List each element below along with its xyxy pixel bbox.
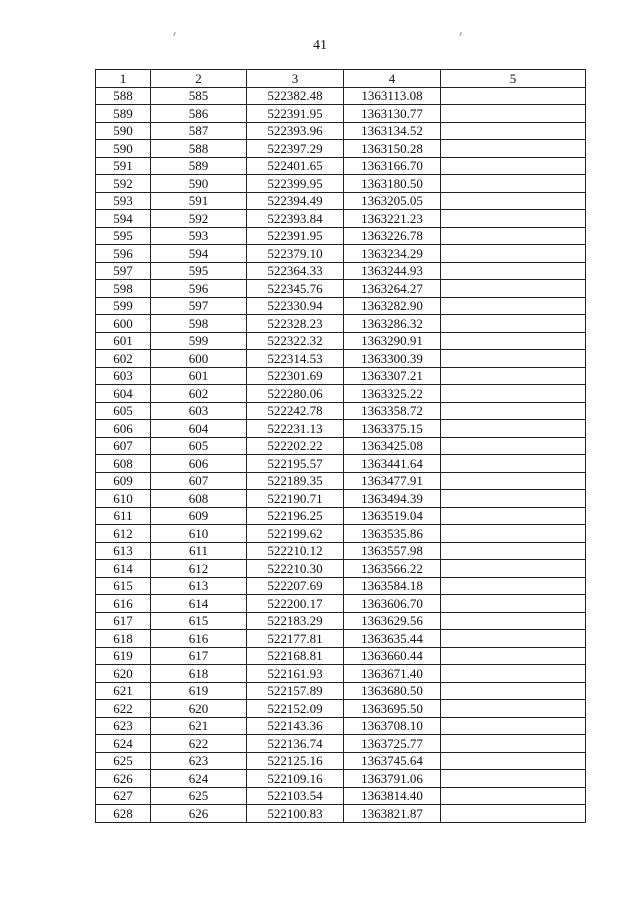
table-cell: [441, 420, 586, 438]
table-cell: [441, 577, 586, 595]
table-cell: 1363566.22: [344, 560, 441, 578]
table-cell: 628: [96, 805, 151, 823]
table-cell: [441, 140, 586, 158]
table-cell: 602: [96, 350, 151, 368]
table-cell: 626: [151, 805, 247, 823]
table-cell: 1363300.39: [344, 350, 441, 368]
table-row: [96, 577, 586, 595]
table-cell: 605: [96, 402, 151, 420]
table-cell: 600: [96, 315, 151, 333]
table-cell: 590: [96, 140, 151, 158]
table-row: [96, 542, 586, 560]
table-cell: 1363671.40: [344, 665, 441, 683]
table-cell: 596: [151, 280, 247, 298]
table-cell: 1363130.77: [344, 105, 441, 123]
table-cell: 587: [151, 122, 247, 140]
table-cell: 1363519.04: [344, 507, 441, 525]
table-cell: 620: [96, 665, 151, 683]
table-cell: 621: [151, 717, 247, 735]
table-cell: [441, 297, 586, 315]
table-cell: [441, 210, 586, 228]
table-cell: 606: [151, 455, 247, 473]
table-cell: 522100.83: [247, 805, 344, 823]
table-cell: 1363725.77: [344, 735, 441, 753]
table-cell: 613: [151, 577, 247, 595]
table-cell: 1363477.91: [344, 472, 441, 490]
table-cell: 522152.09: [247, 700, 344, 718]
table-cell: 522189.35: [247, 472, 344, 490]
table-cell: [441, 717, 586, 735]
table-cell: 1363325.22: [344, 385, 441, 403]
table-cell: [441, 105, 586, 123]
table-cell: 603: [96, 367, 151, 385]
table-cell: [441, 385, 586, 403]
table-cell: 1363358.72: [344, 402, 441, 420]
table-cell: 618: [151, 665, 247, 683]
table-cell: 592: [96, 175, 151, 193]
table-cell: 625: [96, 752, 151, 770]
table-row: [96, 385, 586, 403]
table-cell: 594: [96, 210, 151, 228]
table-row: [96, 420, 586, 438]
table-cell: 1363557.98: [344, 542, 441, 560]
table-row: [96, 210, 586, 228]
table-cell: 1363234.29: [344, 245, 441, 263]
table-cell: 595: [151, 262, 247, 280]
table-cell: 522280.06: [247, 385, 344, 403]
table-cell: 522382.48: [247, 87, 344, 105]
table-cell: 623: [96, 717, 151, 735]
scan-mark: [173, 32, 176, 36]
table-cell: 612: [151, 560, 247, 578]
table-cell: 522210.30: [247, 560, 344, 578]
table-cell: 614: [151, 595, 247, 613]
table-cell: 593: [96, 192, 151, 210]
table-cell: [441, 157, 586, 175]
table-row: [96, 490, 586, 508]
page-number: 41: [313, 38, 327, 53]
table-row: [96, 140, 586, 158]
table-cell: 522200.17: [247, 595, 344, 613]
table-cell: 522394.49: [247, 192, 344, 210]
table-row: [96, 525, 586, 543]
table-row: [96, 105, 586, 123]
table-cell: 1363425.08: [344, 437, 441, 455]
table-cell: 588: [96, 87, 151, 105]
table-cell: 611: [151, 542, 247, 560]
table-cell: 522157.89: [247, 682, 344, 700]
table-cell: 522345.76: [247, 280, 344, 298]
table-cell: 522196.25: [247, 507, 344, 525]
table-cell: [441, 315, 586, 333]
table-cell: 1363629.56: [344, 612, 441, 630]
table-cell: [441, 770, 586, 788]
table-cell: 1363814.40: [344, 787, 441, 805]
table-cell: [441, 245, 586, 263]
table-cell: 522177.81: [247, 630, 344, 648]
table-cell: 1363635.44: [344, 630, 441, 648]
table-cell: 522199.62: [247, 525, 344, 543]
table-cell: 616: [96, 595, 151, 613]
table-cell: 1363134.52: [344, 122, 441, 140]
table-cell: 1363244.93: [344, 262, 441, 280]
table-cell: [441, 490, 586, 508]
table-cell: 620: [151, 700, 247, 718]
table-cell: 590: [151, 175, 247, 193]
table-cell: 598: [151, 315, 247, 333]
table-cell: 522195.57: [247, 455, 344, 473]
table-cell: [441, 542, 586, 560]
table-cell: 1363286.32: [344, 315, 441, 333]
table-cell: [441, 280, 586, 298]
table-cell: 624: [96, 735, 151, 753]
table-cell: 1363221.23: [344, 210, 441, 228]
table-cell: 522328.23: [247, 315, 344, 333]
table-cell: [441, 665, 586, 683]
table-cell: 522103.54: [247, 787, 344, 805]
table-row: [96, 332, 586, 350]
table-row: [96, 402, 586, 420]
table-cell: 610: [96, 490, 151, 508]
table-cell: 522314.53: [247, 350, 344, 368]
table-cell: 1363695.50: [344, 700, 441, 718]
table-cell: 593: [151, 227, 247, 245]
table-cell: [441, 262, 586, 280]
table-cell: 1363680.50: [344, 682, 441, 700]
table-cell: 622: [151, 735, 247, 753]
table-row: [96, 122, 586, 140]
table-cell: 611: [96, 507, 151, 525]
table-cell: 625: [151, 787, 247, 805]
table-cell: 617: [96, 612, 151, 630]
table-cell: 607: [96, 437, 151, 455]
table-cell: 597: [96, 262, 151, 280]
table-cell: [441, 630, 586, 648]
table-row: [96, 612, 586, 630]
table-cell: 522397.29: [247, 140, 344, 158]
table-cell: 615: [151, 612, 247, 630]
table-cell: [441, 350, 586, 368]
table-cell: 604: [151, 420, 247, 438]
scan-mark: [459, 32, 462, 36]
table-cell: 599: [151, 332, 247, 350]
table-cell: 599: [96, 297, 151, 315]
table-cell: [441, 647, 586, 665]
table-cell: 601: [96, 332, 151, 350]
table-cell: [441, 122, 586, 140]
table-cell: 1363584.18: [344, 577, 441, 595]
table-cell: 1363150.28: [344, 140, 441, 158]
table-cell: 612: [96, 525, 151, 543]
table-row: [96, 560, 586, 578]
table-cell: 522231.13: [247, 420, 344, 438]
table-cell: 618: [96, 630, 151, 648]
table-cell: 585: [151, 87, 247, 105]
table-row: [96, 262, 586, 280]
table-cell: 1363791.06: [344, 770, 441, 788]
table-cell: 622: [96, 700, 151, 718]
table-cell: 522168.81: [247, 647, 344, 665]
table-row: [96, 805, 586, 823]
table-cell: 522393.84: [247, 210, 344, 228]
table-cell: [441, 525, 586, 543]
table-cell: [441, 455, 586, 473]
table-cell: 1363282.90: [344, 297, 441, 315]
table-cell: 615: [96, 577, 151, 595]
table-cell: 522330.94: [247, 297, 344, 315]
table-cell: [441, 735, 586, 753]
table-row: [96, 245, 586, 263]
table-cell: 1363290.91: [344, 332, 441, 350]
table-cell: 627: [96, 787, 151, 805]
table-cell: 591: [96, 157, 151, 175]
coordinates-table: [95, 69, 586, 823]
column-header: 3: [247, 70, 344, 88]
table-cell: 522190.71: [247, 490, 344, 508]
table-cell: 522391.95: [247, 105, 344, 123]
table-cell: 522399.95: [247, 175, 344, 193]
table-cell: [441, 752, 586, 770]
table-cell: 522364.33: [247, 262, 344, 280]
table-cell: 1363264.27: [344, 280, 441, 298]
table-cell: 619: [96, 647, 151, 665]
table-cell: 588: [151, 140, 247, 158]
table-cell: [441, 612, 586, 630]
table-cell: 623: [151, 752, 247, 770]
table-cell: 522143.36: [247, 717, 344, 735]
table-cell: 1363166.70: [344, 157, 441, 175]
table-cell: 522161.93: [247, 665, 344, 683]
table-row: [96, 157, 586, 175]
table-cell: 607: [151, 472, 247, 490]
table-cell: [441, 682, 586, 700]
table-cell: [441, 560, 586, 578]
table-cell: 614: [96, 560, 151, 578]
column-header: 4: [344, 70, 441, 88]
table-cell: 1363535.86: [344, 525, 441, 543]
table-cell: 608: [151, 490, 247, 508]
table-row: [96, 770, 586, 788]
table-cell: 522322.32: [247, 332, 344, 350]
column-header: 5: [441, 70, 586, 88]
table-cell: 522125.16: [247, 752, 344, 770]
table-cell: 598: [96, 280, 151, 298]
table-cell: 596: [96, 245, 151, 263]
table-cell: 609: [151, 507, 247, 525]
table-row: [96, 297, 586, 315]
table-cell: 591: [151, 192, 247, 210]
table-cell: 1363494.39: [344, 490, 441, 508]
table-row: [96, 752, 586, 770]
table-row: [96, 665, 586, 683]
table-row: [96, 647, 586, 665]
table-cell: 522301.69: [247, 367, 344, 385]
table-cell: 608: [96, 455, 151, 473]
table-cell: 522183.29: [247, 612, 344, 630]
table-cell: 606: [96, 420, 151, 438]
table-row: [96, 87, 586, 105]
table-cell: 522136.74: [247, 735, 344, 753]
table-cell: 1363375.15: [344, 420, 441, 438]
table-cell: 603: [151, 402, 247, 420]
table-cell: 604: [96, 385, 151, 403]
table-cell: 602: [151, 385, 247, 403]
table-cell: 589: [96, 105, 151, 123]
table-row: [96, 315, 586, 333]
table-cell: 613: [96, 542, 151, 560]
table-row: [96, 280, 586, 298]
table-row: [96, 367, 586, 385]
table-row: [96, 630, 586, 648]
table-cell: 1363226.78: [344, 227, 441, 245]
table-cell: 1363113.08: [344, 87, 441, 105]
table-row: [96, 175, 586, 193]
table-cell: 1363708.10: [344, 717, 441, 735]
table-cell: [441, 402, 586, 420]
column-header: 1: [96, 70, 151, 88]
table-cell: 1363606.70: [344, 595, 441, 613]
table-cell: 522202.22: [247, 437, 344, 455]
table-row: [96, 455, 586, 473]
table-row: [96, 717, 586, 735]
table-row: [96, 227, 586, 245]
header-row: [96, 70, 586, 88]
table-row: [96, 595, 586, 613]
column-header: 2: [151, 70, 247, 88]
table-row: [96, 735, 586, 753]
table-cell: 522207.69: [247, 577, 344, 595]
table-cell: 1363180.50: [344, 175, 441, 193]
table-row: [96, 192, 586, 210]
table-cell: 626: [96, 770, 151, 788]
table-cell: 621: [96, 682, 151, 700]
table-row: [96, 700, 586, 718]
table-cell: 619: [151, 682, 247, 700]
table-cell: 1363660.44: [344, 647, 441, 665]
table-cell: [441, 805, 586, 823]
table-cell: 609: [96, 472, 151, 490]
table-cell: [441, 332, 586, 350]
table-cell: [441, 472, 586, 490]
table-cell: 1363745.64: [344, 752, 441, 770]
table-cell: [441, 175, 586, 193]
table-row: [96, 472, 586, 490]
table-cell: [441, 787, 586, 805]
table-cell: 617: [151, 647, 247, 665]
table-cell: 1363205.05: [344, 192, 441, 210]
table-cell: [441, 192, 586, 210]
table-row: [96, 682, 586, 700]
table-cell: [441, 87, 586, 105]
table-body: [96, 87, 586, 822]
table-cell: 522379.10: [247, 245, 344, 263]
table-cell: 616: [151, 630, 247, 648]
table-cell: 522109.16: [247, 770, 344, 788]
table-cell: [441, 227, 586, 245]
table-cell: 592: [151, 210, 247, 228]
table-row: [96, 787, 586, 805]
table-row: [96, 507, 586, 525]
table-cell: 589: [151, 157, 247, 175]
table-cell: [441, 507, 586, 525]
table-cell: 610: [151, 525, 247, 543]
table-cell: 522210.12: [247, 542, 344, 560]
table-cell: 624: [151, 770, 247, 788]
table-cell: 1363441.64: [344, 455, 441, 473]
table-row: [96, 437, 586, 455]
table-cell: 594: [151, 245, 247, 263]
table-cell: 522393.96: [247, 122, 344, 140]
table-cell: [441, 367, 586, 385]
table-cell: 601: [151, 367, 247, 385]
table-row: [96, 350, 586, 368]
table-cell: 1363821.87: [344, 805, 441, 823]
table-cell: 1363307.21: [344, 367, 441, 385]
table-cell: 586: [151, 105, 247, 123]
table-cell: 522401.65: [247, 157, 344, 175]
table-cell: [441, 700, 586, 718]
table-cell: 522242.78: [247, 402, 344, 420]
table-cell: 590: [96, 122, 151, 140]
table-cell: 595: [96, 227, 151, 245]
table-cell: 597: [151, 297, 247, 315]
table-cell: 605: [151, 437, 247, 455]
table-cell: 600: [151, 350, 247, 368]
table-cell: 522391.95: [247, 227, 344, 245]
table-cell: [441, 437, 586, 455]
table-cell: [441, 595, 586, 613]
